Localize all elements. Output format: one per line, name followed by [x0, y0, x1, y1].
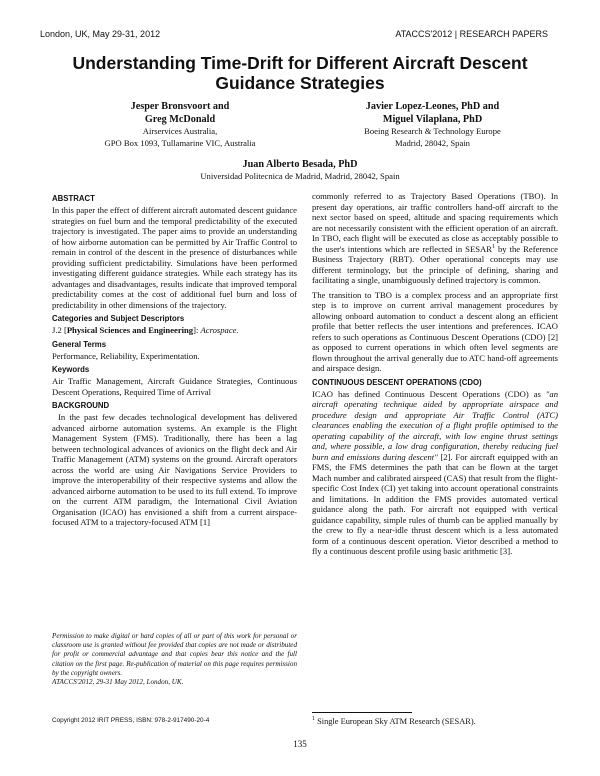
footnote: [312, 717, 558, 726]
footnote-marker: 1: [491, 243, 495, 250]
tbo-text-b: by the Reference Business Trajectory (RBT). Other operational concepts may use different terminology, but the principle of defining, sharing and facilitating a single, unambiguously defined trajectory is common.: [312, 243, 558, 285]
right-column: [312, 191, 558, 561]
copyright-line: Copyright 2012 IRIT PRESS, ISBN: 978-2-917490-20-4: [52, 717, 210, 724]
left-column: [52, 191, 297, 532]
running-header-right: ATACCS'2012 | RESEARCH PAPERS: [395, 29, 548, 39]
category-subject: Acrospace.: [200, 325, 239, 335]
author-affiliation: Universidad Politecnica de Madrid, Madrid, 28042, Spain: [200, 171, 400, 181]
background-text: In the past few decades technological development has delivered advanced airborne automation systems. An example is the Flight Management System (FMS). Traditionally, there has been a lag between technological advances of avionics on the flight deck and Air Traffic Management (ATM) systems on the ground. Aircraft operators across the world are using Air Navigations Service Providers to improve the interoperability of their respective systems and allow the advanced airborne automation to be used to its full extend. To improve on the current ATM paradigm, the International Civil Aviation Organisation (ICAO) has envisioned a shift from a current airspace-focused ATM to a trajectory-focused ATM [1]: [52, 412, 297, 527]
author-affiliation: Airservices Australia,: [142, 126, 218, 136]
category-code: J.2 [: [52, 325, 67, 335]
author-name: Jesper Bronsvoort and: [130, 101, 230, 112]
category-name: Physical Sciences and Engineering: [66, 325, 194, 335]
tbo-text-a: commonly referred to as Trajectory Based Operations (TBO). In present day operations, air traffic controllers hand-off aircraft to the next sector based on speed, altitude and spacing requirements which are not necessarily consistent with the efficient operation of an aircraft. In TBO, each flight will be executed as close as acceptably possible to the user's intentions which are reflected in SESAR: [312, 191, 558, 254]
author-name: Miguel Vilaplana, PhD: [382, 114, 483, 125]
general-terms-heading: General Terms: [52, 339, 107, 349]
running-header-left: London, UK, May 29-31, 2012: [40, 29, 161, 39]
keywords-text: Air Traffic Management, Aircraft Guidance Strategies, Continuous Descent Operations, Required Time of Arrival: [52, 376, 297, 397]
author-name: Juan Alberto Besada, PhD: [242, 159, 358, 170]
author-block-2: [305, 100, 560, 149]
categories-heading: Categories and Subject Descriptors: [52, 314, 185, 323]
cdo-text-b: [2]. For aircraft equipped with an FMS, the FMS determines the path that can be flown at the target Mach number and calibrated airspeed (CAS) that result from the flight-specific Cost Index (CI) yet taking into account operational constraints and limitations. In addition the FMS provides automated vertical guidance along the path. For aircraft not equipped with vertical guidance capability, simple rules of thumb can be applied manually by the crew to fly a near-idle thrust descent which is a less automated form of a continuous descent operation. Vietor described a method to fly a continuous descent profile using basic arithmetic [3].: [312, 451, 558, 556]
abstract-heading: ABSTRACT: [52, 194, 95, 203]
background-heading: BACKGROUND: [52, 401, 110, 410]
conference-citation: ATACCS'2012, 29-31 May 2012, London, UK.: [52, 678, 184, 687]
footnote-text: Single European Sky ATM Research (SESAR).: [315, 717, 476, 726]
footnote-rule: [312, 712, 412, 713]
author-block-3: [150, 158, 450, 183]
cdo-text-a: ICAO has defined Continuous Descent Operations (CDO) as: [312, 388, 546, 399]
page-number: 135: [293, 739, 307, 749]
author-affiliation: Boeing Research & Technology Europe: [364, 126, 501, 136]
author-address: Madrid, 28042, Spain: [395, 137, 470, 148]
categories-text: [52, 325, 297, 336]
category-separator: ]:: [193, 325, 201, 335]
author-name: Javier Lopez-Leones, PhD and: [365, 101, 500, 112]
abstract-text: In this paper the effect of different aircraft automated descent guidance strategies on fuel burn and the temporal predictability of the executed trajectory is investigated. The paper aims to provide an understanding of how airborne automation can be permitted by Air Traffic Control to remain in control of the descent in the presence of disturbances while providing sufficient predictability. Simulations have been performed investigating different guidance strategies. While each strategy has its advantages and disadvantages, results indicate that improved temporal predictability comes at the cost of additional fuel burn and loss of predictability in other dimensions of the trajectory.: [52, 205, 297, 310]
title-line-2: Guidance Strategies: [215, 73, 385, 93]
title-line-1: Understanding Time-Drift for Different Aircraft Descent: [72, 53, 528, 73]
general-terms-text: Performance, Reliability, Experimentation.: [52, 350, 200, 361]
author-address: GPO Box 1093, Tullamarine VIC, Australia: [104, 137, 256, 148]
keywords-heading: Keywords: [52, 365, 90, 374]
cdo-paragraph: [312, 389, 558, 557]
icao-definition-quote: "an aircraft operating technique aided by appropriate airspace and procedure design and appropriate Air Traffic Control (ATC) clearances enabling the execution of a flight profile optimised to the operating capability of the aircraft, with low engine thrust settings and, where possible, a low drag configuration, thereby reducing fuel burn and emissions during descent": [312, 388, 558, 462]
permission-notice: [52, 632, 297, 687]
paper-title: [40, 53, 560, 93]
permission-text: Permission to make digital or hard copies of all or part of this work for personal or classroom use is granted without fee provided that copies are not made or distributed for profit or commercial advantage and that copies bear this notice and the full citation on the first page. Re-publication of material on this page requires permission by the copyright owners.: [52, 632, 297, 677]
author-block-1: [60, 100, 300, 149]
footnote-number: 1: [312, 716, 315, 723]
transition-paragraph: The transition to TBO is a complex process and an appropriate first step is to improve on current arrival management procedures by allowing onboard automation to conduct a descent along an efficient profile that better reflects the user intentions and preferences. ICAO refers to such operations as Continuous Descent Operations (CDO) [2] as opposed to current operations in which often level segments are flown throughout the arrival generally due to ATC hand-off agreements and airspace design.: [312, 289, 558, 373]
author-name: Greg McDonald: [144, 114, 216, 125]
cdo-heading: CONTINUOUS DESCENT OPERATIONS (CDO): [312, 377, 482, 387]
tbo-paragraph: [312, 191, 558, 286]
